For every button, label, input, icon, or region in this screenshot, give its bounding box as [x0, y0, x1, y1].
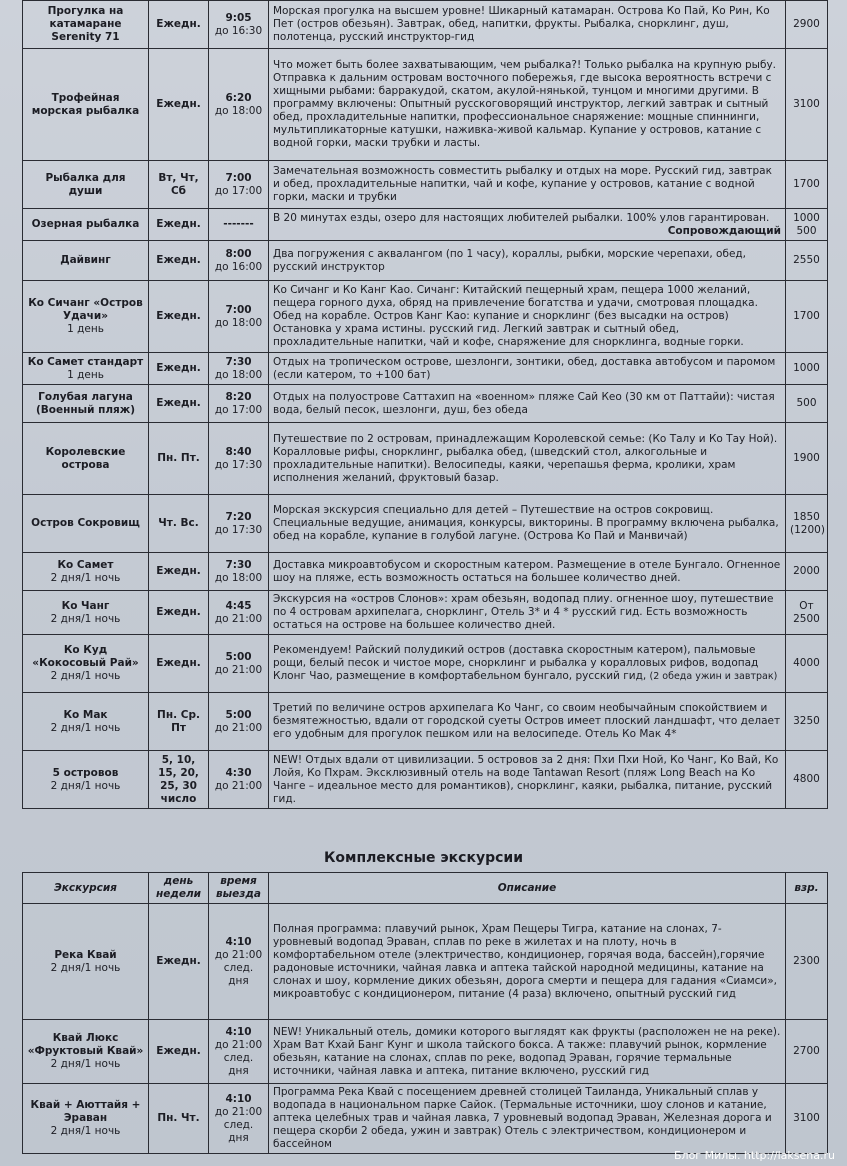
- table-row: [23, 241, 828, 281]
- description-text: Замечательная возможность совместить рыбалку и отдых на море. Русский гид, завтрак и обед, прохладительные напитки, чай и кофе, купание у островов, катание с водной горки, маски и трубки: [273, 165, 772, 203]
- days-cell: Ежедн.: [149, 1020, 209, 1084]
- time-cell: [209, 209, 269, 241]
- description-text: Доставка микроавтобусом и скоростным катером. Размещение в отеле Бунгало. Огненное шоу на пляже, есть возможность остаться на большее количество дней.: [273, 558, 781, 584]
- return-time: до 16:00: [214, 260, 263, 273]
- table-row: [23, 495, 828, 553]
- table-row: [23, 353, 828, 385]
- price-cell: 3100: [786, 1084, 828, 1154]
- excursion-name-cell: [23, 209, 149, 241]
- departure-time: 5:00: [225, 650, 252, 663]
- departure-time: 9:05: [225, 11, 252, 24]
- description-text: Отдых на тропическом острове, шезлонги, зонтики, обед, доставка автобусом и паромом (если катером, то +100 бат): [273, 355, 776, 381]
- excursion-name-cell: [23, 385, 149, 423]
- departure-time: 7:30: [225, 355, 252, 368]
- description-cell: [269, 241, 786, 281]
- header-time: время выезда: [209, 873, 269, 904]
- departure-time: 7:00: [225, 303, 252, 316]
- price-cell: 1000 500: [786, 209, 828, 241]
- description-text: NEW! Отдых вдали от цивилизации. 5 островов за 2 дня: Пхи Пхи Ной, Ко Чанг, Ко Вай, Ко Лойя, Ко Пхрам. Эксклюзивный отель на воде Tantawan Resort (пляж Long Beach на Ко Чанге – идеальное место для романтиков), снорклинг, каяки, рыбалка, питание, русский гид.: [273, 753, 779, 805]
- departure-time: 4:10: [225, 1092, 252, 1105]
- departure-time: -------: [223, 218, 254, 230]
- price-cell: 1700: [786, 281, 828, 353]
- description-cell: [269, 495, 786, 553]
- table-row: [23, 49, 828, 161]
- return-time: до 17:00: [214, 403, 263, 416]
- description-cell: [269, 385, 786, 423]
- days-cell: Ежедн.: [149, 353, 209, 385]
- description-cell: [269, 693, 786, 751]
- departure-time: 4:10: [225, 935, 252, 948]
- table-row: [23, 385, 828, 423]
- description-cell: [269, 1084, 786, 1154]
- excursion-name: 5 островов: [52, 766, 119, 779]
- description-text: Морская экскурсия специально для детей – Путешествие на остров сокровищ. Специальные ведущие, анимация, конкурсы, викторины. В программу включена рыбалка, обед на корабле, купание в голубой лагуне. (Острова Ко Пай и Манвичай): [273, 504, 779, 542]
- table-row: [23, 209, 828, 241]
- time-cell: [209, 751, 269, 809]
- description-cell: [269, 161, 786, 209]
- time-cell: [209, 591, 269, 635]
- return-time: до 21:00: [214, 779, 263, 792]
- return-time: до 21:00: [214, 612, 263, 625]
- days-cell: Чт. Вс.: [149, 495, 209, 553]
- price-cell: 1900: [786, 423, 828, 495]
- excursion-name: Квай + Аюттайя + Эраван: [30, 1099, 141, 1124]
- time-cell: [209, 353, 269, 385]
- excursion-name-cell: [23, 161, 149, 209]
- return-time: до 21:00 след. дня: [214, 948, 263, 987]
- description-cell: [269, 281, 786, 353]
- days-cell: Ежедн.: [149, 49, 209, 161]
- description-cell: [269, 209, 786, 241]
- excursion-name-cell: [23, 281, 149, 353]
- departure-time: 8:00: [225, 247, 252, 260]
- excursion-name: Голубая лагуна (Военный пляж): [35, 390, 136, 416]
- description-text: NEW! Уникальный отель, домики которого выглядят как фрукты (расположен не на реке). Храм Ват Кхай Банг Кунг и школа тайского бокса. А также: плавучий рынок, кормление обезьян, катание на слонах, сплав по реке, водопад Эраван, горячие термальные источники, чайная лавка и аптека, питание включено, русский гид: [273, 1025, 781, 1077]
- table-row: [23, 693, 828, 751]
- description-text: Полная программа: плавучий рынок, Храм Пещеры Тигра, катание на слонах, 7-уровневый водопад Эраван, сплав по реке в жилетах и на плоту, ночь в комфортабельном отеле (электричество, кондиционер, горячая вода, бассейн),горячие радоновые источники, чайная лавка и аптека тайской народной медицины, катание на слонах и шоу, кормление диких обезьян, дорога смерти и пещера для гадания «Сиамси», микроавтобус с кондиционером, питание (4 раза) включено, опытный русский гид: [273, 922, 777, 1000]
- price-cell: 2900: [786, 1, 828, 49]
- departure-time: 5:00: [225, 708, 252, 721]
- excursion-name: Ко Самет: [57, 558, 114, 571]
- return-time: до 16:30: [214, 24, 263, 37]
- price-cell: 1000: [786, 353, 828, 385]
- excursion-name-cell: [23, 495, 149, 553]
- description-text: Третий по величине остров архипелага Ко Чанг, со своим необычайным спокойствием и безмятежностью, вдали от городской суеты Остров имеет плоский ландшафт, что делает его удобным для прогулок пешком или на велосипеде. Отель Ко Мак 4*: [273, 702, 781, 740]
- return-time: до 18:00: [214, 571, 263, 584]
- excursion-name-cell: [23, 693, 149, 751]
- departure-time: 8:20: [225, 390, 252, 403]
- description-cell: [269, 553, 786, 591]
- departure-time: 8:40: [225, 445, 252, 458]
- table-row: [23, 1020, 828, 1084]
- excursion-name: Трофейная морская рыбалка: [31, 91, 140, 117]
- days-cell: Ежедн.: [149, 1, 209, 49]
- days-cell: Вт, Чт, Сб: [149, 161, 209, 209]
- excursion-name-cell: [23, 423, 149, 495]
- description-text: Что может быть более захватывающим, чем рыбалка?! Только рыбалка на крупную рыбу. Отправка к дальним островам восточного побережья, где высока вероятность встречи с хищными рыбами: барракудой, скатом, акулой-нянькой, тунцом и многими другими. В программу включены: Опытный русскоговорящий инструктор, легкий завтрак и сытный обед, прохладительные напитки, профессиональное снаряжение: мощные спиннинги, мультипликаторные катушки, наживка-живой кальмар. Купание у островов, катание с водной горки, маски трубки и ласты.: [273, 59, 776, 149]
- description-text: Программа Река Квай с посещением древней столицей Таиланда, Уникальный сплав у водопада в национальном парке Сайок. (Термальные источники, шоу слонов и катание, аптека целебных трав и чайная лавка, 7 уровневый водопад Эраван, Железная дорога и пещера скорби 2 обеда, ужин и завтрак) Отель с электричеством, кондиционером и бассейном: [273, 1086, 772, 1150]
- description-cell: [269, 1, 786, 49]
- table-row: [23, 281, 828, 353]
- excursion-duration: 2 дня/1 ночь: [50, 1058, 121, 1070]
- description-cell: [269, 423, 786, 495]
- excursion-name: Квай Люкс «Фруктовый Квай»: [27, 1032, 144, 1057]
- escort-label: Сопровождающий: [667, 224, 781, 237]
- complex-excursions-table: [22, 872, 828, 1154]
- price-cell: 2550: [786, 241, 828, 281]
- price-cell: От 2500: [786, 591, 828, 635]
- excursion-name: Королевские острова: [45, 445, 126, 471]
- excursion-name-cell: [23, 635, 149, 693]
- time-cell: [209, 635, 269, 693]
- excursion-duration: 2 дня/1 ночь: [50, 1125, 121, 1137]
- time-cell: [209, 241, 269, 281]
- description-text: В 20 минутах езды, озеро для настоящих любителей рыбалки. 100% улов гарантирован.: [273, 211, 770, 224]
- price-cell: 500: [786, 385, 828, 423]
- description-cell: [269, 635, 786, 693]
- excursion-duration: 1 день: [67, 323, 104, 335]
- description-text: Рекомендуем! Райский полудикий остров (доставка скоростным катером), пальмовые рощи, белый песок и чистое море, снорклинг и рыбалка у коралловых рифов, водопад Клонг Чао, размещение в комфортабельном бунгало, русский гид,: [273, 644, 759, 682]
- excursion-name: Река Квай: [54, 948, 117, 961]
- price-cell: 4800: [786, 751, 828, 809]
- excursion-duration: 2 дня/1 ночь: [50, 779, 121, 792]
- return-time: до 21:00 след. дня: [214, 1038, 263, 1077]
- excursion-duration: 2 дня/1 ночь: [50, 670, 121, 682]
- excursion-name-cell: [23, 751, 149, 809]
- description-text: Путешествие по 2 островам, принадлежащим Королевской семье: (Ко Талу и Ко Тау Ной). Коралловые рифы, снорклинг, рыбалка обед, (шведский стол, алкогольные и прохладительные напитки). Велосипеды, каяки, черепашья ферма, кролики, храм исполнения желаний, фруктовый базар.: [273, 432, 778, 484]
- table-row: [23, 635, 828, 693]
- return-time: до 21:00: [214, 663, 263, 676]
- description-text: Экскурсия на «остров Слонов»: храм обезьян, водопад плиу. огненное шоу, путешествие по 4 островам архипелага, снорклинг, Отель 3* и 4 * русский гид. Есть возможность остаться на острове на большее количество дней.: [273, 593, 774, 631]
- return-time: до 17:00: [214, 184, 263, 197]
- time-cell: [209, 1084, 269, 1154]
- table-row: [23, 161, 828, 209]
- days-cell: Ежедн.: [149, 591, 209, 635]
- table-row: [23, 553, 828, 591]
- time-cell: [209, 904, 269, 1020]
- description-cell: [269, 591, 786, 635]
- time-cell: [209, 693, 269, 751]
- time-cell: [209, 495, 269, 553]
- excursion-name-cell: [23, 241, 149, 281]
- departure-time: 7:20: [225, 510, 252, 523]
- days-cell: 5, 10, 15, 20, 25, 30 число: [149, 751, 209, 809]
- table-row: [23, 1084, 828, 1154]
- header-price: взр.: [786, 873, 828, 904]
- return-time: до 18:00: [214, 368, 263, 381]
- excursion-name-cell: [23, 553, 149, 591]
- table-header-row: [23, 873, 828, 904]
- description-cell: [269, 49, 786, 161]
- description-text: Ко Сичанг и Ко Канг Као. Сичанг: Китайский пещерный храм, пещера 1000 желаний, пещера горного духа, обряд на привлечение богатства и удачи, смотровая площадка. Обед на корабле. Остров Канг Као: купание и снорклинг (без высадки на остров) Остановка у храма истины. русский гид. Легкий завтрак и сытный обед, прохладительные напитки, чай и кофе, снаряжение для снорклинга, водные горки.: [273, 284, 758, 348]
- price-cell: 2700: [786, 1020, 828, 1084]
- excursion-name: Остров Сокровищ: [31, 517, 140, 529]
- departure-time: 4:10: [225, 1025, 252, 1038]
- excursion-name-cell: [23, 49, 149, 161]
- excursion-name: Озерная рыбалка: [31, 218, 140, 230]
- excursion-duration: 2 дня/1 ночь: [50, 721, 121, 734]
- days-cell: Ежедн.: [149, 635, 209, 693]
- excursion-name: Ко Куд «Кокосовый Рай»: [32, 644, 139, 669]
- excursion-name-cell: [23, 1084, 149, 1154]
- price-cell: 2000: [786, 553, 828, 591]
- departure-time: 4:45: [225, 599, 252, 612]
- time-cell: [209, 281, 269, 353]
- excursion-duration: 2 дня/1 ночь: [50, 961, 121, 974]
- excursions-table: [22, 0, 828, 809]
- time-cell: [209, 1, 269, 49]
- return-time: до 21:00: [214, 721, 263, 734]
- days-cell: Ежедн.: [149, 904, 209, 1020]
- price-cell: 2300: [786, 904, 828, 1020]
- excursion-name-cell: [23, 904, 149, 1020]
- excursion-name: Ко Самет стандарт: [27, 355, 144, 368]
- time-cell: [209, 49, 269, 161]
- section-title: Комплексные экскурсии: [323, 850, 524, 866]
- price-cell: 4000: [786, 635, 828, 693]
- watermark: Блог Милы. http://laksena.ru: [674, 1149, 835, 1162]
- description-text: Два погружения с аквалангом (по 1 часу), кораллы, рыбки, морские черепахи, обед, русский инструктор: [273, 247, 746, 273]
- description-cell: [269, 904, 786, 1020]
- days-cell: Пн. Ср. Пт: [149, 693, 209, 751]
- table-row: [23, 751, 828, 809]
- departure-time: 4:30: [225, 766, 252, 779]
- table-row: [23, 591, 828, 635]
- price-cell: 1700: [786, 161, 828, 209]
- return-time: до 17:30: [214, 458, 263, 471]
- excursion-name-cell: [23, 1020, 149, 1084]
- price-cell: 1850 (1200): [786, 495, 828, 553]
- table-row: [23, 423, 828, 495]
- return-time: до 18:00: [214, 104, 263, 117]
- time-cell: [209, 161, 269, 209]
- days-cell: Пн. Чт.: [149, 1084, 209, 1154]
- days-cell: Ежедн.: [149, 209, 209, 241]
- description-cell: [269, 353, 786, 385]
- excursion-name-cell: [23, 353, 149, 385]
- excursion-name: Рыбалка для души: [45, 171, 126, 197]
- description-cell: [269, 1020, 786, 1084]
- description-text: Отдых на полуострове Саттахип на «военном» пляже Сай Кео (30 км от Паттайи): чистая вода, белый песок, шезлонги, душ, без обеда: [273, 390, 775, 416]
- excursion-name-cell: [23, 1, 149, 49]
- time-cell: [209, 385, 269, 423]
- excursion-name-cell: [23, 591, 149, 635]
- days-cell: Ежедн.: [149, 241, 209, 281]
- excursion-name: Ко Мак: [63, 708, 108, 721]
- excursion-duration: 2 дня/1 ночь: [50, 612, 121, 625]
- days-cell: Пн. Пт.: [149, 423, 209, 495]
- header-days: день недели: [149, 873, 209, 904]
- time-cell: [209, 423, 269, 495]
- price-cell: 3250: [786, 693, 828, 751]
- excursion-name: Ко Сичанг «Остров Удачи»: [28, 297, 143, 322]
- excursion-name: Дайвинг: [60, 254, 111, 266]
- return-time: до 18:00: [214, 316, 263, 329]
- days-cell: Ежедн.: [149, 385, 209, 423]
- header-description: Описание: [269, 873, 786, 904]
- days-cell: Ежедн.: [149, 553, 209, 591]
- return-time: до 17:30: [214, 523, 263, 536]
- departure-time: 7:30: [225, 558, 252, 571]
- return-time: до 21:00 след. дня: [214, 1105, 263, 1144]
- excursion-duration: 1 день: [67, 368, 104, 381]
- header-excursion: Экскурсия: [23, 873, 149, 904]
- departure-time: 7:00: [225, 171, 252, 184]
- days-cell: Ежедн.: [149, 281, 209, 353]
- table-row: [23, 1, 828, 49]
- excursion-duration: 2 дня/1 ночь: [50, 571, 121, 584]
- departure-time: 6:20: [225, 91, 252, 104]
- table-row: [23, 904, 828, 1020]
- excursion-name: Ко Чанг: [61, 599, 110, 612]
- description-text: Морская прогулка на высшем уровне! Шикарный катамаран. Острова Ко Пай, Ко Рин, Ко Пет (остров обезьян). Завтрак, обед, напитки, фрукты. Рыбалка, снорклинг, душ, полотенца, русский инструктор-гид: [273, 5, 770, 43]
- excursion-name: Прогулка на катамаране Serenity 71: [47, 5, 124, 43]
- description-cell: [269, 751, 786, 809]
- time-cell: [209, 553, 269, 591]
- price-cell: 3100: [786, 49, 828, 161]
- description-note: (2 обеда ужин и завтрак): [649, 671, 778, 682]
- time-cell: [209, 1020, 269, 1084]
